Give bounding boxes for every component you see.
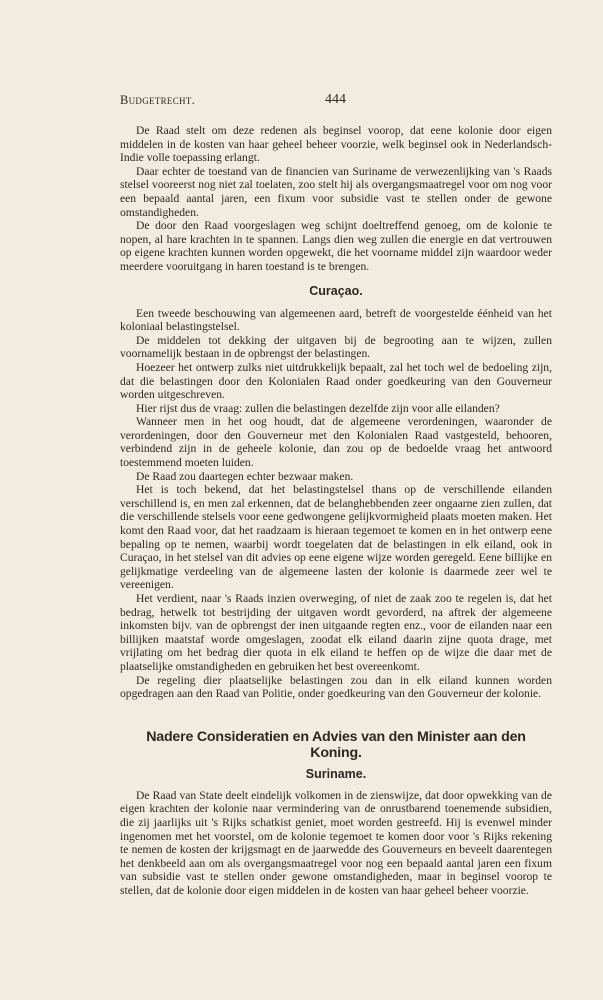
paragraph: Hoezeer het ontwerp zulks niet uitdrukkelijk bepaalt, zal het toch wel de bedoeling zijn, dat die belastingen door den Kolonialen Raad onder goedkeuring van den Gouverneur worden uitgeschreven.: [120, 360, 552, 402]
paragraph: Het verdient, naar 's Raads inzien overweging, of niet de zaak zoo te regelen is, dat het bedrag, hetwelk tot bestrijding der uitgaven wordt gevorderd, na aftrek der algemeene inkomsten bijv. van de opbrengst der inen uitgaande regten enz., voor de eilanden naar een billijken maatstaf worde omgeslagen, zoodat elk eiland daarin zijne quota drage, met vrijlating om het bedrag dier quota in elk eiland te heffen op de wijze die daar met de plaatselijke omstandigheden en gebruiken het best overeenkomt.: [120, 592, 552, 673]
running-title: Budgetrecht.: [120, 93, 196, 107]
running-header: [120, 93, 552, 111]
page-number: 444: [325, 92, 346, 107]
paragraph: Daar echter de toestand van de financien van Suriname de verwezenlijking van 's Raads stelsel vooreerst nog niet zal toelaten, zoo stelt hij als overgangsmaatregel voor om nog voor een bepaald aantal jaren, een fixum voor subsidie vast te stellen onder de gewone omstandigheden.: [120, 164, 552, 219]
paragraph: Een tweede beschouwing van algemeenen aard, betreft de voorgestelde éénheid van het koloniaal belastingstelsel.: [120, 306, 552, 334]
paragraph: Hier rijst dus de vraag: zullen die belastingen dezelfde zijn voor alle eilanden?: [136, 401, 500, 415]
paragraph: Het is toch bekend, dat het belastingstelsel thans op de verschillende eilanden verschillend is, en men zal erkennen, dat de belanghebbenden zeer ongaarne zien zullen, dat die verschillende stelsels voor eene gedwongene gelijkvormigheid plaats moeten maken. Het komt den Raad voor, dat het raadzaam is hieraan tegemoet te komen en in het ontwerp eene bepaling op te nemen, waarbij wordt toegelaten dat de belastingen in elk eiland, ook in Curaçao, in het stelsel van dit advies op eene eigene wijze worden geregeld. Eene billijke en gelijkmatige verdeeling van de algemeene lasten der kolonie is daarmede zeer wel te vereenigen.: [120, 483, 552, 592]
section-heading-main: Nadere Consideratien en Advies van den Minister aan den Koning.: [146, 728, 526, 761]
section-heading-curacao: Curaçao.: [309, 283, 363, 298]
text-column: [120, 124, 552, 898]
section-subheading-suriname: Suriname.: [305, 766, 367, 781]
paragraph: De middelen tot dekking der uitgaven bij de begrooting aan te wijzen, zullen voornamelijk bestaan in de opbrengst der belastingen.: [120, 333, 552, 361]
paragraph: De Raad stelt om deze redenen als beginsel voorop, dat eene kolonie door eigen middelen in de kosten van haar geheel beheer voorzie, welk beginsel ook in Nederlandsch-Indie volle toepassing erlangt.: [120, 124, 552, 165]
paragraph: De regeling dier plaatselijke belastingen zou dan in elk eiland kunnen worden opgedragen aan den Raad van Politie, onder goedkeuring van den Gouverneur der kolonie.: [120, 673, 552, 701]
paragraph: De Raad van State deelt eindelijk volkomen in de zienswijze, dat door opwekking van de eigen krachten der kolonie naar vermindering van de onrustbarend toenemende subsidien, die zij jaarlijks uit 's Rijks schatkist geniet, moet worden gestreefd. Hij is evenwel minder ingenomen met het voorstel, om de kolonie tegemoet te komen door voor 's Rijks rekening te nemen de kosten der krijgsmagt en de jaarwedde des Gouverneurs en beveelt daarentegen het denkbeeld aan om als overgangsmaatregel voor nog een bepaald aantal jaren een fixum van subsidie vast te stellen onder gewone omstandigheden, maar in beginsel voorop te stellen, dat de kolonie door eigen middelen in de kosten van haar geheel beheer voorzie.: [120, 788, 552, 897]
paragraph: De door den Raad voorgeslagen weg schijnt doeltreffend genoeg, om de kolonie te nopen, al hare krachten in te spannen. Langs dien weg zullen die energie en dat vertrouwen op eigene krachten kunnen worden opgewekt, die het voorname middel zijn waardoor weder meerdere vooruitgang in haren toestand is te brengen.: [120, 219, 552, 273]
paragraph: De Raad zou daartegen echter bezwaar maken.: [136, 469, 354, 483]
paragraph: Wanneer men in het oog houdt, dat de algemeene verordeningen, waaronder de verordeningen, door den Gouverneur met den Kolonialen Raad vastgesteld, behooren, verbindend zijn in de geheele kolonie, dan zou op de bedoelde vraag het antwoord toestemmend moeten luiden.: [120, 415, 552, 470]
